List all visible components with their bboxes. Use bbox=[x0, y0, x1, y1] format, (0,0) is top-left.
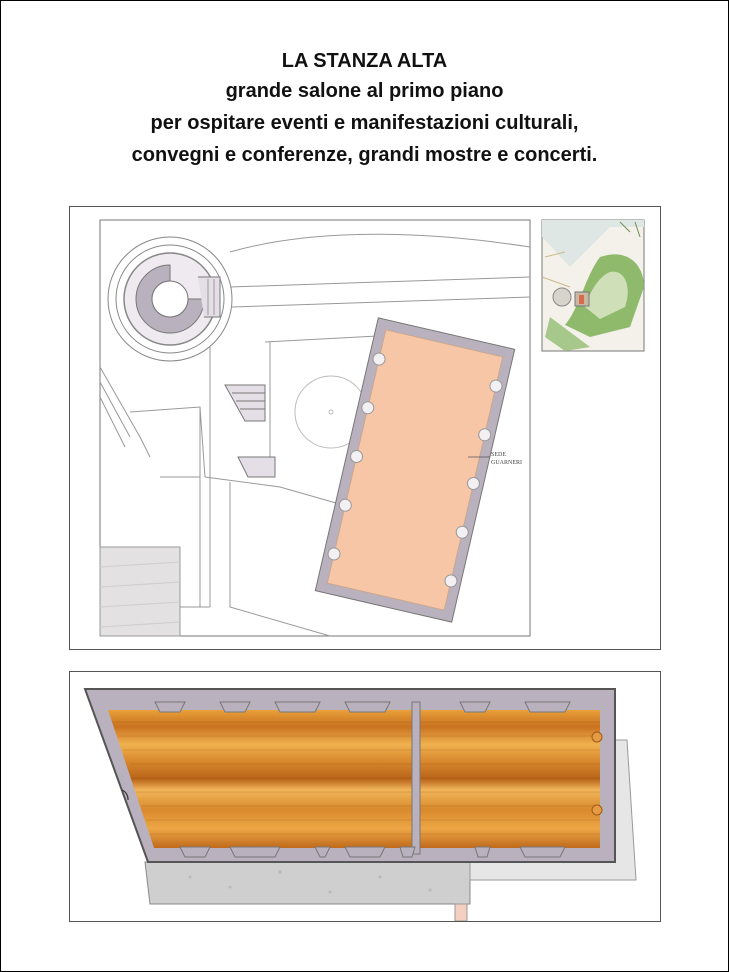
heading-line-3: per ospitare eventi e manifestazioni culturali, bbox=[150, 112, 579, 134]
heading-line-4: convegni e conferenze, grandi mostre e concerti. bbox=[131, 144, 598, 166]
heading-subtitle: grande salone al primo piano bbox=[225, 80, 504, 102]
fixture-1 bbox=[592, 732, 602, 742]
location-map-inset bbox=[542, 220, 644, 351]
dividing-wall bbox=[412, 702, 420, 854]
concrete-strip bbox=[145, 862, 470, 904]
site-plan-drawing bbox=[70, 207, 660, 649]
room-label-line-1: SEDE bbox=[491, 452, 506, 458]
wooden-floor bbox=[108, 710, 600, 848]
fixture-2 bbox=[592, 805, 602, 815]
floor-plan-panel bbox=[69, 671, 661, 922]
room-label-line-2: GUARNERI bbox=[491, 460, 522, 466]
floor-plan-drawing bbox=[70, 672, 660, 921]
heading-title: LA STANZA ALTA bbox=[281, 50, 448, 72]
poster-heading bbox=[1, 47, 728, 171]
site-plan-panel bbox=[69, 206, 661, 650]
small-pillar bbox=[455, 904, 467, 921]
